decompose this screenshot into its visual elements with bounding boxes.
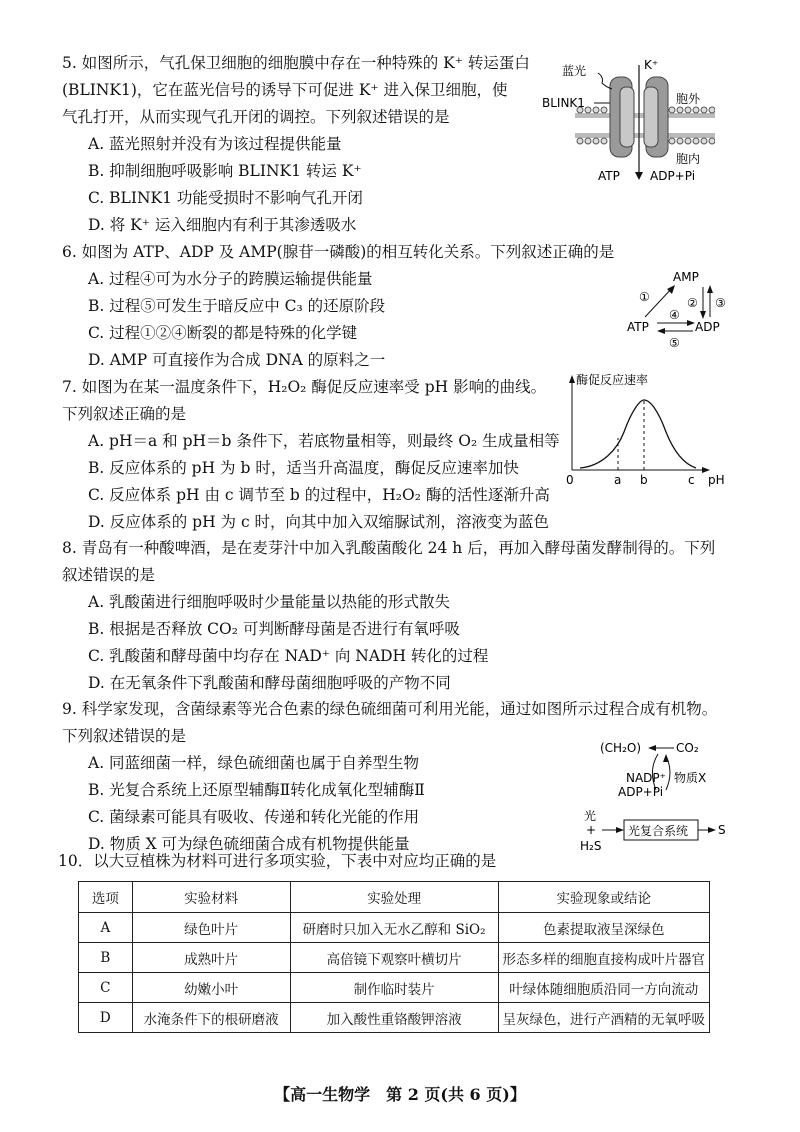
table-cell: 呈灰绿色，进行产酒精的无氧呼吸 bbox=[498, 1003, 710, 1033]
q8-option-a: A. 乳酸菌进行细胞呼吸时少量能量以热能的形式散失 bbox=[88, 593, 451, 611]
process-1-label: ① bbox=[639, 290, 650, 304]
q7-ph-curve-chart bbox=[562, 372, 732, 492]
q6-option-a: A. 过程④可为水分子的跨膜运输提供能量 bbox=[88, 270, 373, 288]
chart-origin-label: 0 bbox=[566, 473, 574, 487]
atp-label: ATP bbox=[598, 169, 620, 183]
amp-label: AMP bbox=[673, 270, 699, 284]
table-header-row bbox=[79, 882, 710, 913]
question-8 bbox=[62, 535, 715, 697]
table-cell: 叶绿体随细胞质沿同一方向流动 bbox=[498, 973, 710, 1003]
table-cell: 成熟叶片 bbox=[132, 943, 290, 973]
q8-option-b: B. 根据是否释放 CO₂ 可判断酵母菌是否进行有氧呼吸 bbox=[88, 620, 460, 638]
nadp-label: NADP⁺ bbox=[626, 771, 666, 785]
q7-option-b: B. 反应体系的 pH 为 b 时，适当升高温度，酶促反应速率加快 bbox=[88, 459, 519, 477]
question-7 bbox=[62, 374, 560, 536]
q5-option-b: B. 抑制细胞呼吸影响 BLINK1 转运 K⁺ bbox=[88, 162, 362, 180]
q6-option-c: C. 过程①②④断裂的都是特殊的化学键 bbox=[88, 324, 358, 342]
table-cell: 水淹条件下的根研磨液 bbox=[132, 1003, 290, 1033]
table-header: 选项 bbox=[79, 882, 133, 913]
table-cell: 色素提取液呈深绿色 bbox=[498, 913, 710, 943]
q7-stem-line: 7. 如图为在某一温度条件下，H₂O₂ 酶促反应速率受 pH 影响的曲线。 bbox=[62, 378, 547, 396]
chart-x-label: pH bbox=[708, 473, 725, 487]
question-10 bbox=[58, 848, 496, 875]
light-label: 光 bbox=[584, 809, 597, 823]
q6-conversion-figure bbox=[625, 265, 735, 353]
tick-a: a bbox=[614, 473, 622, 487]
blue-light-label: 蓝光 bbox=[562, 64, 587, 78]
q9-option-a: A. 同蓝细菌一样，绿色硫细菌也属于自养型生物 bbox=[88, 754, 420, 772]
chart-y-label: 酶促反应速率 bbox=[576, 373, 649, 387]
adp-label: ADP+Pi bbox=[650, 169, 696, 183]
table-row bbox=[79, 1003, 710, 1033]
tick-b: b bbox=[640, 473, 648, 487]
q5-stem-line: 5. 如图所示，气孔保卫细胞的细胞膜中存在一种特殊的 K⁺ 转运蛋白 bbox=[62, 54, 530, 72]
atp-label: ATP bbox=[627, 320, 649, 334]
process-4-label: ④ bbox=[669, 308, 680, 322]
q9-stem-line: 9. 科学家发现，含菌绿素等光合色素的绿色硫细菌可利用光能，通过如图所示过程合成有机物。 bbox=[62, 700, 718, 718]
table-cell: A bbox=[79, 913, 133, 943]
table-header: 实验现象或结论 bbox=[498, 882, 710, 913]
table-cell: C bbox=[79, 973, 133, 1003]
tick-c: c bbox=[688, 473, 695, 487]
page-footer: 【高一生物学 第 2 页(共 6 页)】 bbox=[274, 1085, 526, 1104]
q8-option-c: C. 乳酸菌和酵母菌中均存在 NAD⁺ 向 NADH 转化的过程 bbox=[88, 647, 489, 665]
q10-stem-line: 10．以大豆植株为材料可进行多项实验，下表中对应均正确的是 bbox=[58, 852, 497, 870]
process-3-label: ③ bbox=[715, 296, 726, 310]
q6-option-d: D. AMP 可直接作为合成 DNA 的原料之一 bbox=[88, 351, 386, 369]
table-row bbox=[79, 943, 710, 973]
sulfur-label: S bbox=[718, 823, 726, 837]
question-5 bbox=[62, 50, 530, 239]
q5-option-c: C. BLINK1 功能受损时不影响气孔开闭 bbox=[88, 189, 363, 207]
table-cell: B bbox=[79, 943, 133, 973]
process-5-label: ⑤ bbox=[669, 336, 680, 350]
q5-stem-line: (BLINK1)，它在蓝光信号的诱导下可促进 K⁺ 进入保卫细胞，使 bbox=[62, 81, 508, 99]
k-ion-label: K⁺ bbox=[644, 58, 659, 72]
q5-option-a: A. 蓝光照射并没有为该过程提供能量 bbox=[88, 135, 342, 153]
process-2-label: ② bbox=[687, 296, 698, 310]
q5-stem-line: 气孔打开，从而实现气孔开闭的调控。下列叙述错误的是 bbox=[62, 108, 450, 126]
table-cell: 研磨时只加入无水乙醇和 SiO₂ bbox=[290, 913, 498, 943]
blink1-label: BLINK1 bbox=[542, 96, 585, 110]
table-cell: 形态多样的细胞直接构成叶片器官 bbox=[498, 943, 710, 973]
q7-option-d: D. 反应体系的 pH 为 c 时，向其中加入双缩脲试剂，溶液变为蓝色 bbox=[88, 513, 550, 531]
plus-label: + bbox=[586, 823, 597, 837]
table-header: 实验处理 bbox=[290, 882, 498, 913]
table-cell: 幼嫩小叶 bbox=[132, 973, 290, 1003]
table-cell: 高倍镜下观察叶横切片 bbox=[290, 943, 498, 973]
q9-photosystem-figure bbox=[578, 738, 728, 856]
table-cell: 加入酸性重铬酸钾溶液 bbox=[290, 1003, 498, 1033]
q8-stem-line: 叙述错误的是 bbox=[62, 566, 156, 584]
q6-stem-line: 6. 如图为 ATP、ADP 及 AMP(腺苷一磷酸)的相互转化关系。下列叙述正确的是 bbox=[62, 243, 615, 261]
q9-option-c: C. 菌绿素可能具有吸收、传递和转化光能的作用 bbox=[88, 808, 420, 826]
table-cell: 绿色叶片 bbox=[132, 913, 290, 943]
table-row bbox=[79, 973, 710, 1003]
ph-curve bbox=[580, 400, 696, 468]
q10-table bbox=[78, 881, 710, 1033]
h2s-label: H₂S bbox=[580, 839, 602, 853]
q9-stem-line: 下列叙述错误的是 bbox=[62, 727, 187, 745]
outside-label: 胞外 bbox=[676, 92, 701, 106]
inside-label: 胞内 bbox=[676, 152, 701, 166]
q7-option-c: C. 反应体系 pH 由 c 调节至 b 的过程中，H₂O₂ 酶的活性逐渐升高 bbox=[88, 486, 550, 504]
q7-option-a: A. pH＝a 和 pH＝b 条件下，若底物量相等，则最终 O₂ 生成量相等 bbox=[88, 432, 560, 450]
table-cell: 制作临时装片 bbox=[290, 973, 498, 1003]
q5-membrane-figure bbox=[540, 55, 715, 185]
question-6 bbox=[62, 239, 614, 374]
q9-option-b: B. 光复合系统上还原型辅酶Ⅱ转化成氧化型辅酶Ⅱ bbox=[88, 781, 425, 799]
table-cell: D bbox=[79, 1003, 133, 1033]
q8-option-d: D. 在无氧条件下乳酸菌和酵母菌细胞呼吸的产物不同 bbox=[88, 674, 451, 692]
q8-stem-line: 8. 青岛有一种酸啤酒，是在麦芽汁中加入乳酸菌酸化 24 h 后，再加入酵母菌发酵制得的。下列 bbox=[62, 539, 716, 557]
substance-x-label: 物质X bbox=[674, 771, 707, 785]
q9-option-d: D. 物质 X 可为绿色硫细菌合成有机物提供能量 bbox=[88, 835, 410, 853]
q7-stem-line: 下列叙述正确的是 bbox=[62, 405, 187, 423]
photosystem-label: 光复合系统 bbox=[628, 824, 689, 838]
ch2o-label: (CH₂O) bbox=[600, 741, 642, 755]
adp-label: ADP bbox=[695, 320, 720, 334]
table-header: 实验材料 bbox=[132, 882, 290, 913]
q5-option-d: D. 将 K⁺ 运入细胞内有利于其渗透吸水 bbox=[88, 216, 357, 234]
adp-label: ADP+Pi bbox=[618, 785, 664, 799]
q6-option-b: B. 过程⑤可发生于暗反应中 C₃ 的还原阶段 bbox=[88, 297, 386, 315]
table-row bbox=[79, 913, 710, 943]
co2-label: CO₂ bbox=[676, 741, 699, 755]
